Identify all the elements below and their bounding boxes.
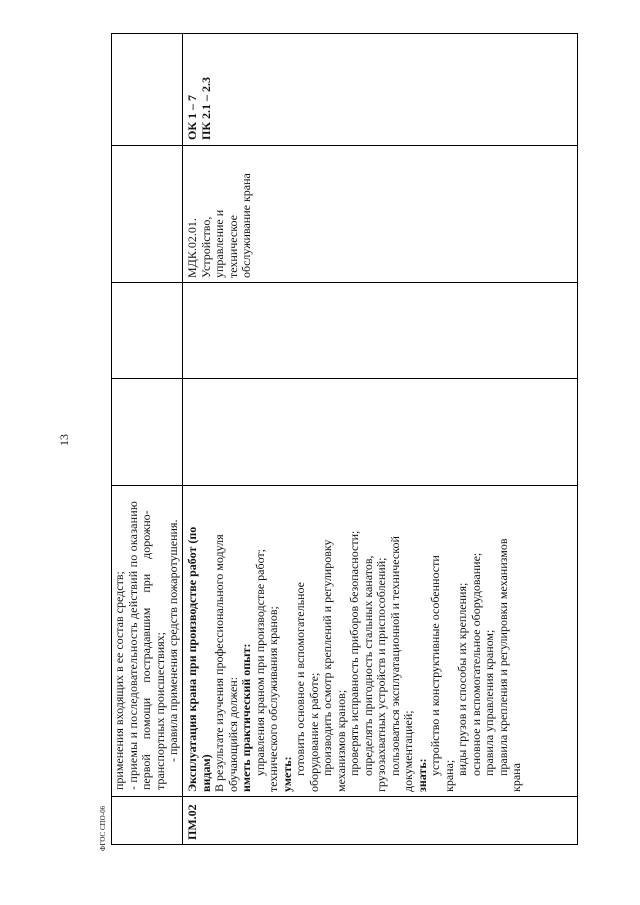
- body-line: виды грузов и способы их крепления;: [455, 582, 469, 776]
- mdk-line: обслуживание крана: [239, 173, 253, 278]
- body-line: оборудование к работе;: [306, 672, 321, 792]
- column-divider-5: [111, 796, 578, 797]
- row1-line: применения входящих в ее состав средств;: [112, 571, 126, 790]
- mdk-line: управление и: [212, 209, 226, 278]
- column-divider-4: [111, 485, 578, 486]
- row1-content: [113, 490, 181, 790]
- column-divider-3: [111, 378, 578, 379]
- body-line: основное и вспомогательное оборудование;: [468, 552, 483, 776]
- table-border-right: [577, 33, 578, 845]
- page-number: 13: [57, 434, 71, 446]
- body-line: крана;: [441, 759, 456, 792]
- body-line: устройство и конструктивные особенности: [428, 555, 442, 776]
- body-line: обучающийся должен:: [225, 676, 240, 792]
- module-title-line: Эксплуатация крана при производстве работ (по: [185, 526, 199, 792]
- table-border-top: [111, 33, 578, 34]
- row-divider: [182, 33, 183, 845]
- body-line: механизмов кранов;: [333, 689, 348, 792]
- mdk-cell: [186, 148, 254, 278]
- section-heading: знать:: [414, 758, 429, 792]
- module-code: ПМ.02: [185, 804, 199, 840]
- column-divider-1: [111, 145, 578, 146]
- body-line: правила крепления и регулировки механизмов: [495, 538, 510, 776]
- row1-line: первой помощи пострадавшим при дорожно-: [139, 510, 153, 790]
- table-border-bottom: [111, 844, 578, 845]
- body-line: крана: [509, 763, 523, 792]
- competency-line: ПК 2.1 – 2.3: [198, 76, 213, 140]
- body-line: производить осмотр креплений и регулировку: [320, 539, 334, 776]
- row1-line: - приемы и последовательность действий по оказанию: [125, 500, 140, 790]
- mdk-line: техническое: [225, 215, 240, 278]
- row1-line: - правила применения средств пожаротушения.: [166, 519, 180, 762]
- competencies-cell: [186, 40, 213, 140]
- module-title-line: видам): [198, 754, 213, 792]
- body-line: определять пригодность стальных канатов,: [360, 555, 375, 776]
- module-description: [186, 487, 524, 792]
- body-line: В результате изучения профессионального модуля: [212, 534, 226, 792]
- page-footer: ФГОС СПО-06: [99, 805, 107, 851]
- section-heading: иметь практический опыт:: [239, 643, 253, 792]
- mdk-line: Устройство,: [198, 216, 213, 278]
- column-divider-2: [111, 282, 578, 283]
- body-line: документацией;: [401, 710, 415, 792]
- competency-line: ОК 1 – 7: [185, 94, 199, 140]
- body-line: проверять исправность приборов безопасности;: [347, 530, 361, 776]
- body-line: технического обслуживания кранов;: [266, 606, 280, 792]
- body-line: пользоваться эксплуатационной и технической: [387, 536, 402, 776]
- body-line: готовить основное и вспомогательное: [293, 582, 307, 776]
- body-line: правила управления краном;: [482, 629, 496, 776]
- body-line: управления краном при производстве работ;: [252, 549, 267, 776]
- body-line: грузозахватных устройств и приспособлений;: [374, 557, 388, 792]
- section-heading: уметь:: [279, 756, 294, 792]
- row1-line: транспортных происшествиях;: [152, 631, 167, 790]
- mdk-line: МДК.02.01.: [185, 218, 199, 278]
